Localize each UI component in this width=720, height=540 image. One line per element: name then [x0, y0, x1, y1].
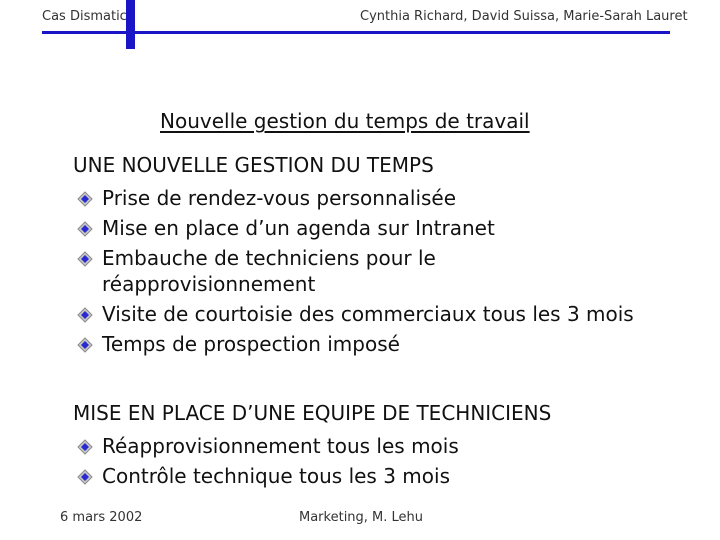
- bullet-item: [73, 433, 693, 459]
- bullet-text: Temps de prospection imposé: [102, 332, 400, 356]
- header-accent-bar: [126, 0, 135, 49]
- bullet-item: [73, 301, 693, 327]
- bullet-text: Réapprovisionnement tous les mois: [102, 434, 459, 458]
- section-heading: UNE NOUVELLE GESTION DU TEMPS: [73, 153, 434, 177]
- diamond-bullet-icon: [77, 221, 93, 237]
- bullet-text: Embauche de techniciens pour le réapprovisionnement: [102, 246, 436, 296]
- section-time-management: [73, 150, 693, 357]
- bullet-item: [73, 185, 693, 211]
- bullet-text: Contrôle technique tous les 3 mois: [102, 464, 450, 488]
- bullet-item: [73, 463, 693, 489]
- header-authors: Cynthia Richard, David Suissa, Marie-Sarah Lauret: [360, 9, 688, 24]
- diamond-bullet-icon: [77, 191, 93, 207]
- diamond-bullet-icon: [77, 307, 93, 323]
- bullet-text: Mise en place d’un agenda sur Intranet: [102, 216, 495, 240]
- bullet-item: [73, 331, 693, 357]
- bullet-text: Visite de courtoisie des commerciaux tous les 3 mois: [102, 302, 634, 326]
- bullet-item: [73, 245, 522, 297]
- bullet-item: [73, 215, 693, 241]
- diamond-bullet-icon: [77, 337, 93, 353]
- section-technician-team: [73, 398, 693, 489]
- diamond-bullet-icon: [77, 439, 93, 455]
- footer-date: 6 mars 2002: [60, 510, 143, 525]
- header-left-text: Cas Dismatic: [42, 9, 127, 24]
- diamond-bullet-icon: [77, 251, 93, 267]
- bullet-text: Prise de rendez-vous personnalisée: [102, 186, 457, 210]
- section-heading: MISE EN PLACE D’UNE EQUIPE DE TECHNICIENS: [73, 401, 552, 425]
- header-rule: [42, 31, 670, 34]
- diamond-bullet-icon: [77, 469, 93, 485]
- footer-center-text: Marketing, M. Lehu: [299, 510, 424, 525]
- slide-title: Nouvelle gestion du temps de travail: [160, 109, 530, 133]
